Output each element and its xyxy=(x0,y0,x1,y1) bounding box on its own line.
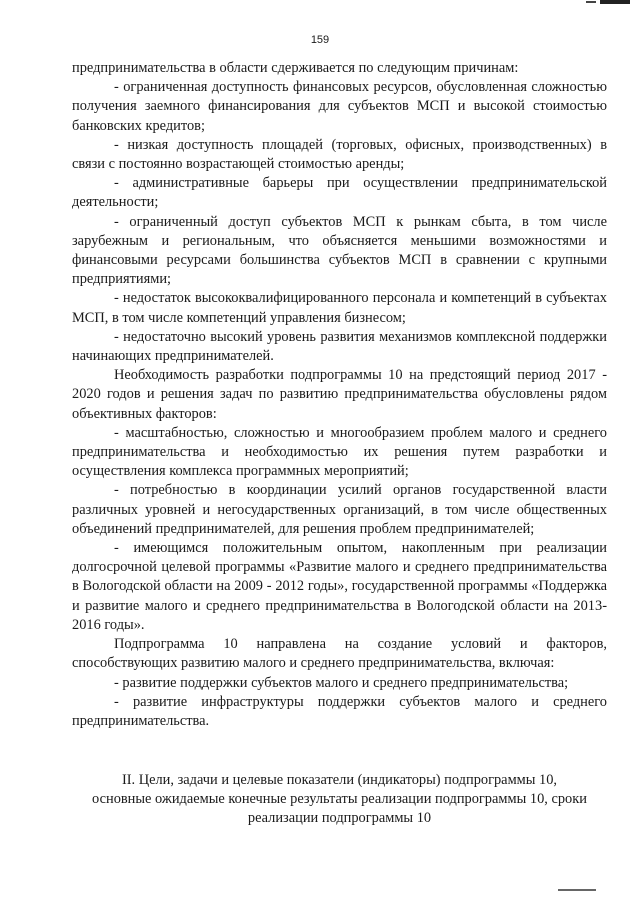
paragraph: Подпрограмма 10 направлена на создание условий и факторов, способствующих развитию малого и среднего предпринимательства, включая: xyxy=(72,636,607,672)
paragraph: - масштабностью, сложностью и многообразием проблем малого и среднего предпринимательства и необходимостью их решения путем разработки и осуществления комплекса программных мероприятий; xyxy=(72,424,607,480)
paragraph: - ограниченная доступность финансовых ресурсов, обусловленная сложностью получения заемного финансирования для субъектов МСП и высокой стоимостью банковских кредитов; xyxy=(72,79,607,134)
paragraph: - недостаток высококвалифицированного персонала и компетенций в субъектах МСП, в том числе компетенций управления бизнесом; xyxy=(72,290,607,326)
scan-artifact-bottom xyxy=(558,889,596,891)
section-heading-line: реализации подпрограммы 10 xyxy=(247,810,432,827)
paragraph: - имеющимся положительным опытом, накопленным при реализации долгосрочной целевой программы «Развитие малого и среднего предпринимательства в Вологодской области на 2009 - 2012 годы», государственной программы «Поддержка и развитие малого и среднего предпринимательства в Вологодской области на 2013-2016 годы». xyxy=(72,540,607,633)
paragraph: - недостаточно высокий уровень развития механизмов комплексной поддержки начинающих предпринимателей. xyxy=(72,328,607,365)
paragraph: предпринимательства в области сдерживается по следующим причинам: xyxy=(72,60,519,76)
body-text xyxy=(72,59,607,731)
paragraph: - развитие поддержки субъектов малого и среднего предпринимательства; xyxy=(114,674,569,691)
section-heading-line: основные ожидаемые конечные результаты реализации подпрограммы 10, сроки xyxy=(92,791,587,808)
paragraph: - потребностью в координации усилий органов государственной власти различных уровней и негосударственных организаций, в том числе общественных объединений предпринимателей, для решения проблем предпринимателей; xyxy=(72,482,607,537)
paragraph: - ограниченный доступ субъектов МСП к рынкам сбыта, в том числе зарубежным и региональным, что объясняется меньшими возможностями и финансовыми ресурсами большинства субъектов МСП в сравнении с крупными предприятиями; xyxy=(72,213,607,288)
section-heading-line: II. Цели, задачи и целевые показатели (индикаторы) подпрограммы 10, xyxy=(121,772,558,788)
paragraph: - низкая доступность площадей (торговых, офисных, производственных) в связи с постоянно возрастающей стоимостью аренды; xyxy=(72,136,607,173)
section-heading xyxy=(72,771,607,829)
paragraph: Необходимость разработки подпрограммы 10 на предстоящий период 2017 - 2020 годов и решения задач по развитию предпринимательства обусловлены рядом объективных факторов: xyxy=(72,367,607,422)
paragraph: - развитие инфраструктуры поддержки субъектов малого и среднего предпринимательства. xyxy=(72,693,607,729)
scan-artifact-top xyxy=(600,0,630,4)
page-number: 159 xyxy=(310,34,330,46)
paragraph: - административные барьеры при осуществлении предпринимательской деятельности; xyxy=(72,175,607,211)
